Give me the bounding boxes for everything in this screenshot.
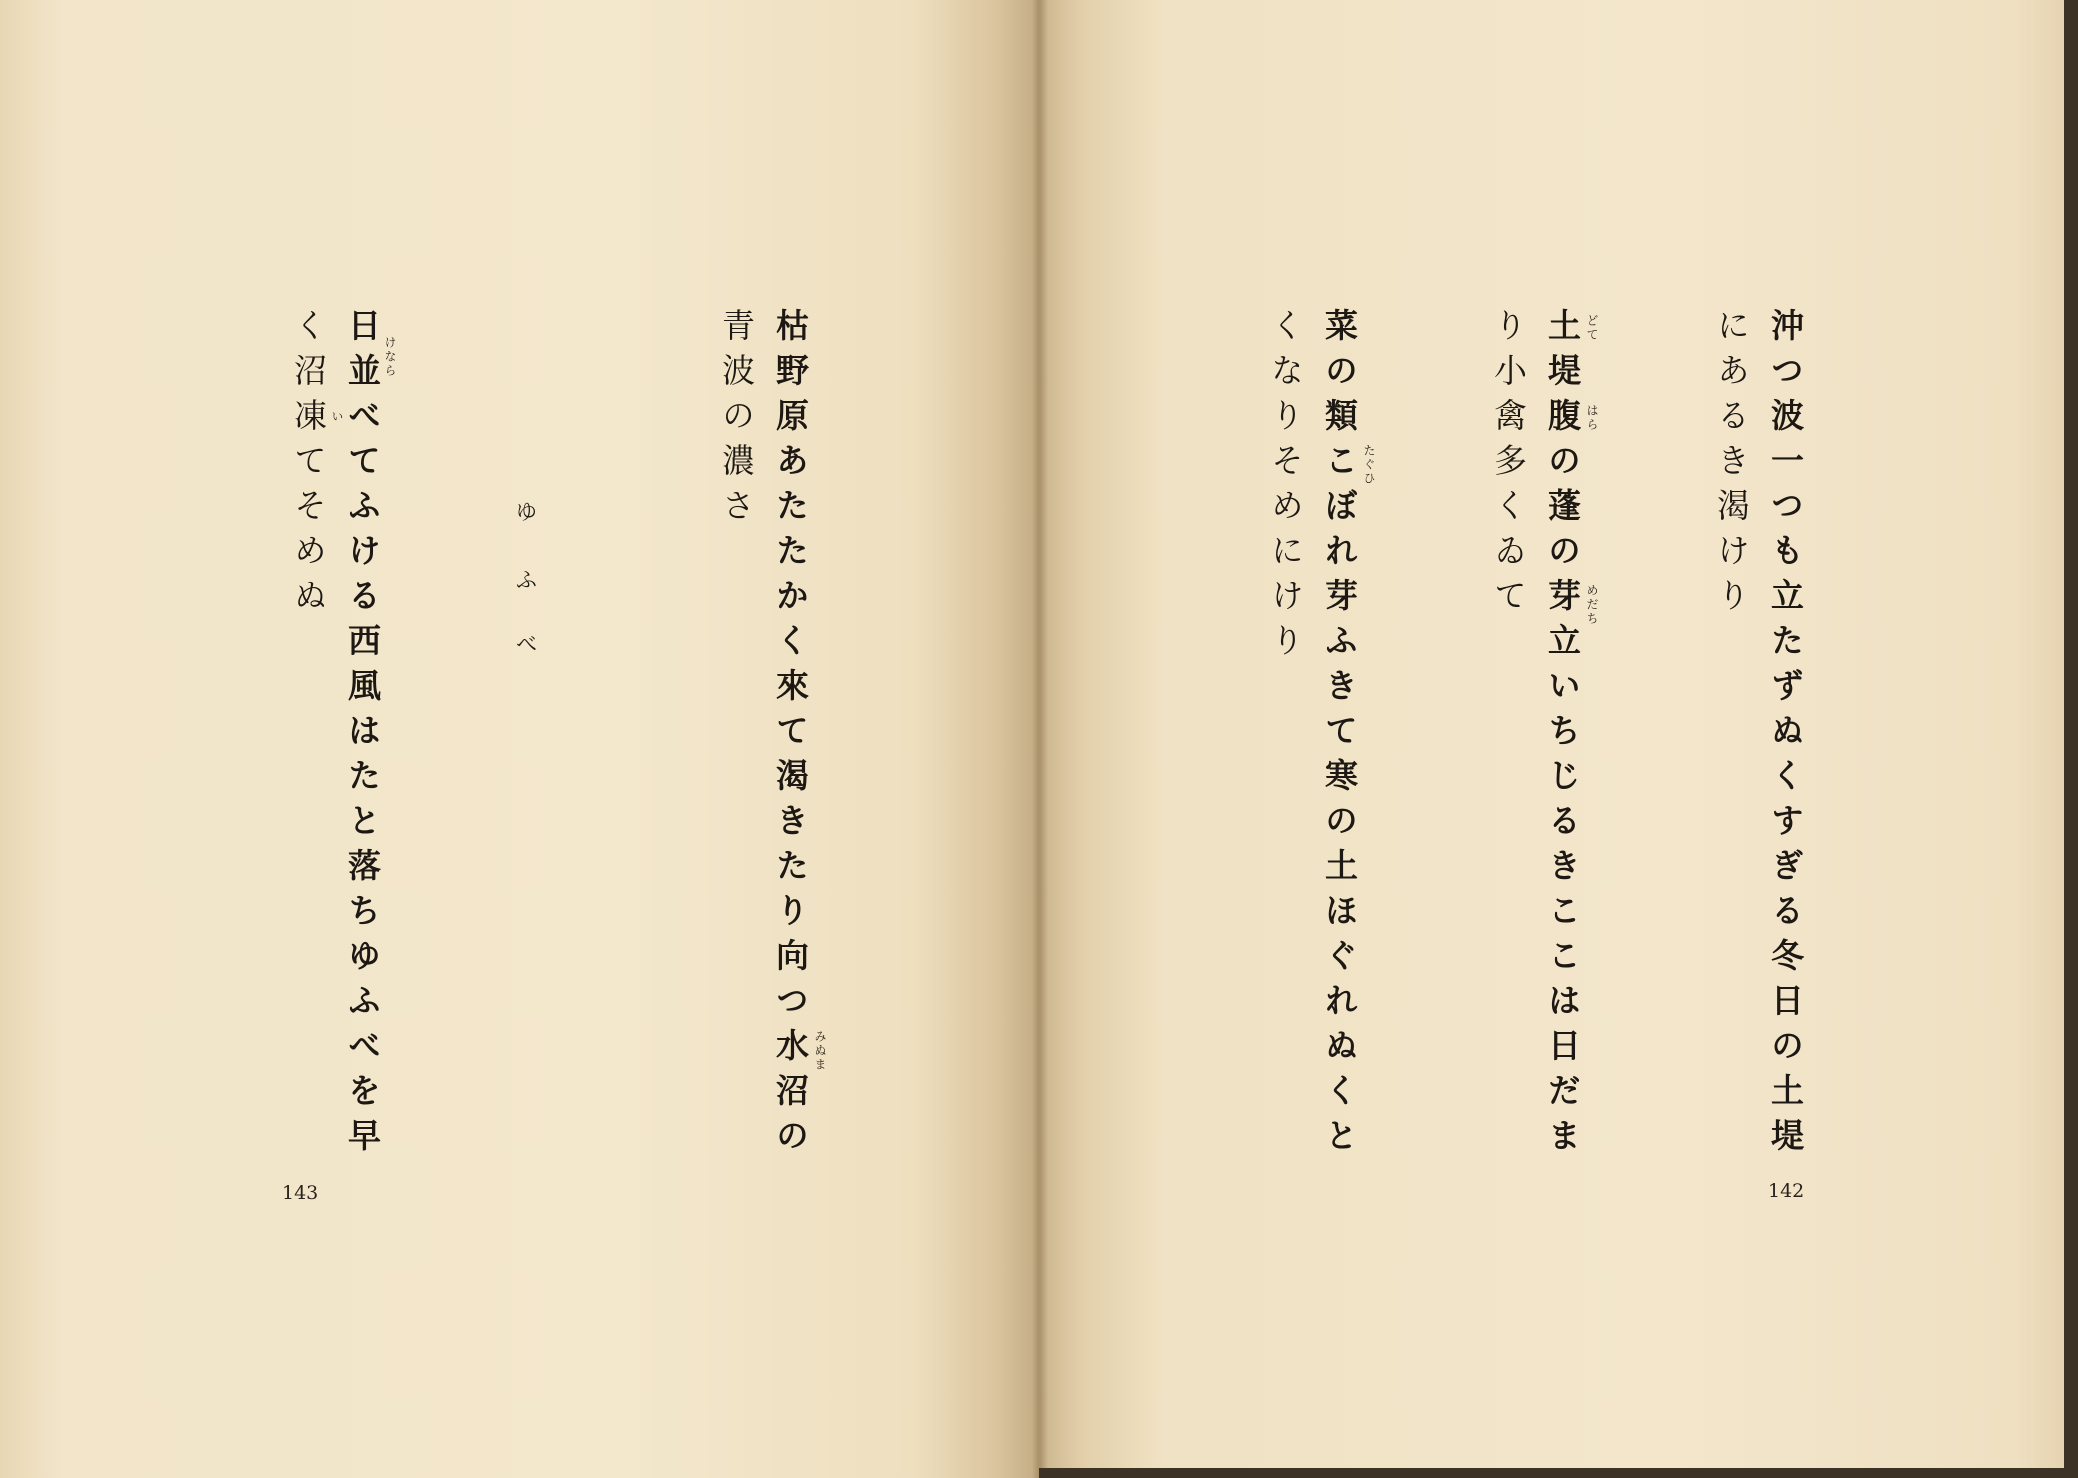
poem-line: く沼凍てそめぬ bbox=[289, 308, 328, 623]
section-title-char: ふ bbox=[512, 568, 537, 590]
ruby-text: どて bbox=[1585, 314, 1599, 342]
book-gutter bbox=[1032, 0, 1048, 1478]
ruby-text: い bbox=[330, 410, 344, 424]
poem-line: 土堤腹の蓬の芽立いちじるきここは日だま bbox=[1543, 308, 1582, 1163]
poem-line: 枯野原あたたかく來て渴きたり向つ水沼の bbox=[771, 308, 810, 1163]
book-edge-bottom bbox=[1039, 1468, 2078, 1478]
page-number: 143 bbox=[282, 1182, 319, 1204]
poem-line: にあるき渴けり bbox=[1712, 308, 1751, 623]
section-title-char: ゆ bbox=[512, 500, 537, 522]
poem-line: 菜の類こぼれ芽ふきて寒の土ほぐれぬくと bbox=[1320, 308, 1359, 1163]
book-edge-right bbox=[2064, 0, 2078, 1478]
ruby-text: めだち bbox=[1585, 584, 1599, 626]
ruby-text: けなら bbox=[383, 336, 397, 378]
poem-line: 青波の濃さ bbox=[717, 308, 756, 533]
poem-line: 沖つ波一つも立たずぬくすぎる冬日の土堤 bbox=[1766, 308, 1805, 1163]
ruby-text: はら bbox=[1585, 404, 1599, 432]
ruby-text: たぐひ bbox=[1362, 444, 1376, 486]
poem-line: 日並べてふける西風はたと落ちゆふべを早 bbox=[343, 308, 382, 1163]
section-title-char: べ bbox=[512, 632, 537, 654]
page-number: 142 bbox=[1768, 1180, 1805, 1202]
ruby-text: みぬま bbox=[813, 1030, 827, 1072]
poem-line: くなりそめにけり bbox=[1266, 308, 1305, 668]
poem-line: り小禽多くゐて bbox=[1489, 308, 1528, 623]
